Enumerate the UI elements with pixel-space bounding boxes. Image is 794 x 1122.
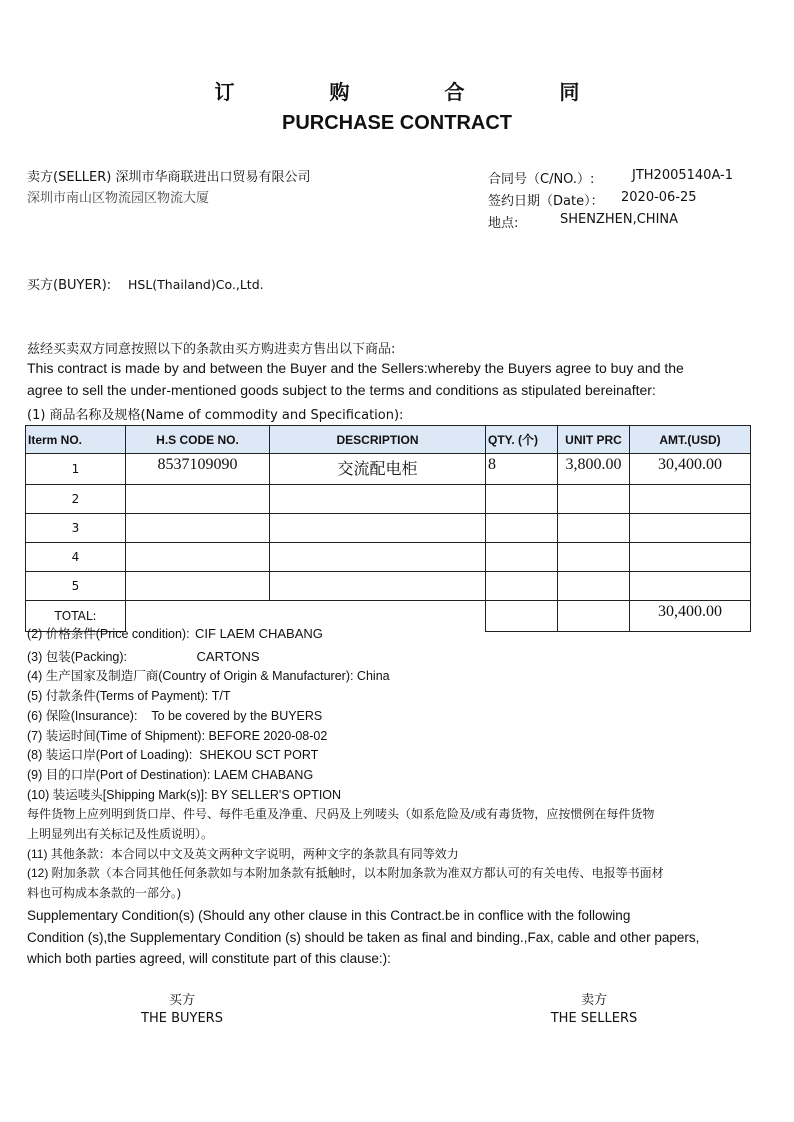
supplementary-line3: which both parties agreed, will constitute part of this clause:): — [27, 951, 391, 966]
intro-english-line1: This contract is made by and between the Buyer and the Sellers:whereby the Buyers agree to buy and the — [27, 360, 684, 376]
buyer-signature-cn: 买方 — [168, 993, 195, 1008]
loading-port-clause: (8) 装运口岸(Port of Loading): SHEKOU SCT PORT — [27, 748, 319, 763]
row-hs-code — [126, 572, 270, 601]
buyer-signature-en: THE BUYERS — [141, 1011, 223, 1026]
items-table — [25, 425, 751, 632]
price-condition-label: (2) 价格条件(Price condition): — [27, 627, 190, 641]
header-description: DESCRIPTION — [270, 426, 486, 454]
supplementary-line2: Condition (s),the Supplementary Condition (s) should be taken as final and binding.,Fax, cable and other papers, — [27, 929, 700, 945]
table-row — [26, 485, 751, 514]
table-header-row — [26, 426, 751, 454]
price-condition-value: CIF LAEM CHABANG — [195, 626, 323, 641]
packing-value: CARTONS — [196, 648, 260, 664]
contract-date-label: 签约日期（Date）： — [488, 194, 604, 209]
row-hs-code — [126, 543, 270, 572]
supplementary-section — [27, 905, 699, 970]
origin-clause: (4) 生产国家及制造厂商(Country of Origin & Manufacturer): China — [27, 669, 390, 684]
row-qty — [486, 572, 558, 601]
row-qty — [486, 514, 558, 543]
other-clause: (11) 其他条款：本合同以中文及英文两种文字说明，两种文字的条款具有同等效力 — [27, 846, 459, 861]
row-qty — [486, 485, 558, 514]
supplementary-line1: Supplementary Condition(s) (Should any other clause in this Contract.be in conflice with the following — [27, 908, 631, 923]
commodity-heading: (1) 商品名称及规格(Name of commodity and Specification): — [27, 408, 404, 423]
row-unit-price — [558, 485, 630, 514]
row-hs-code — [126, 485, 270, 514]
seller-address: 深圳市南山区物流园区物流大厦 — [27, 191, 210, 206]
contract-date-value: 2020-06-25 — [621, 190, 697, 205]
row-description — [270, 543, 486, 572]
row-unit-price — [558, 543, 630, 572]
contract-place-label: 地点: — [488, 216, 519, 231]
total-label: TOTAL: — [26, 601, 126, 632]
seller-line — [27, 166, 311, 185]
row-hs-code: 8537109090 — [126, 454, 270, 485]
payment-clause: (5) 付款条件(Terms of Payment): T/T — [27, 689, 231, 704]
table-row — [26, 454, 751, 485]
row-unit-price — [558, 514, 630, 543]
row-no: 2 — [26, 485, 126, 514]
row-amount — [630, 485, 751, 514]
row-qty — [486, 543, 558, 572]
price-condition — [27, 624, 664, 645]
buyer-name: HSL(Thailand)Co.,Ltd. — [128, 277, 264, 292]
row-no: 5 — [26, 572, 126, 601]
contract-place-value: SHENZHEN,CHINA — [560, 212, 679, 227]
row-description: 交流配电柜 — [270, 454, 486, 485]
row-description — [270, 572, 486, 601]
row-amount: 30,400.00 — [630, 454, 751, 485]
row-amount — [630, 572, 751, 601]
contract-no-value: JTH2005140A-1 — [632, 168, 734, 183]
header-item-no: Iterm NO. — [26, 426, 126, 454]
packing-label: (3) 包装(Packing): — [27, 649, 128, 664]
seller-label: 卖方(SELLER) — [27, 170, 112, 185]
table-row — [26, 572, 751, 601]
buyer-label: 买方(BUYER): — [27, 278, 112, 293]
shipment-clause: (7) 装运时间(Time of Shipment): BEFORE 2020-08-02 — [27, 728, 328, 743]
header-unit-price: UNIT PRC — [558, 426, 630, 454]
intro-chinese: 兹经买卖双方同意按照以下的条款由买方购进卖方售出以下商品: — [27, 342, 396, 357]
contract-no-label: 合同号（C/NO.）: — [488, 172, 595, 187]
table-row — [26, 543, 751, 572]
seller-name: 深圳市华商联进出口贸易有限公司 — [115, 170, 311, 185]
row-no: 3 — [26, 514, 126, 543]
seller-signature-cn: 卖方 — [580, 993, 607, 1008]
packing — [27, 647, 664, 668]
shipping-marks-note-line2: 上明显列出有关标记及性质说明）。 — [27, 827, 214, 842]
title-english: PURCHASE CONTRACT — [282, 112, 512, 134]
supplementary-cn-line1: (12) 附加条款（本合同其他任何条款如与本附加条款有抵触时，以本附加条款为准双方都认可的有关电传、电报等书面材 — [27, 866, 664, 881]
row-unit-price: 3,800.00 — [558, 454, 630, 485]
row-no: 4 — [26, 543, 126, 572]
shipping-marks-note-line1: 每件货物上应列明到货口岸、件号、每件毛重及净重、尺码及上列唛头（如系危险及/或有毒货物，应按惯例在每件货物 — [27, 807, 655, 822]
clauses-section — [27, 624, 664, 904]
row-amount — [630, 543, 751, 572]
shipping-marks-clause: (10) 装运唛头[Shipping Mark(s)]: BY SELLER'S OPTION — [27, 787, 342, 802]
row-hs-code — [126, 514, 270, 543]
supplementary-cn-line2: 料也可构成本条款的一部分。) — [27, 886, 181, 901]
header-qty: QTY. (个) — [486, 426, 558, 454]
seller-signature-en: THE SELLERS — [550, 1011, 638, 1026]
table-row — [26, 514, 751, 543]
row-description — [270, 514, 486, 543]
row-amount — [630, 514, 751, 543]
destination-port-clause: (9) 目的口岸(Port of Destination): LAEM CHABANG — [27, 767, 314, 782]
row-description — [270, 485, 486, 514]
title-chinese: 订 购 合 同 — [214, 80, 624, 104]
row-no: 1 — [26, 454, 126, 485]
header-amount: AMT.(USD) — [630, 426, 751, 454]
header-hs-code: H.S CODE NO. — [126, 426, 270, 454]
insurance-clause: (6) 保险(Insurance): To be covered by the BUYERS — [27, 708, 323, 723]
row-qty: 8 — [486, 454, 558, 485]
intro-english-line2: agree to sell the under-mentioned goods subject to the terms and conditions as stipulated bereinafter: — [27, 382, 656, 398]
total-amount: 30,400.00 — [630, 601, 751, 632]
row-unit-price — [558, 572, 630, 601]
